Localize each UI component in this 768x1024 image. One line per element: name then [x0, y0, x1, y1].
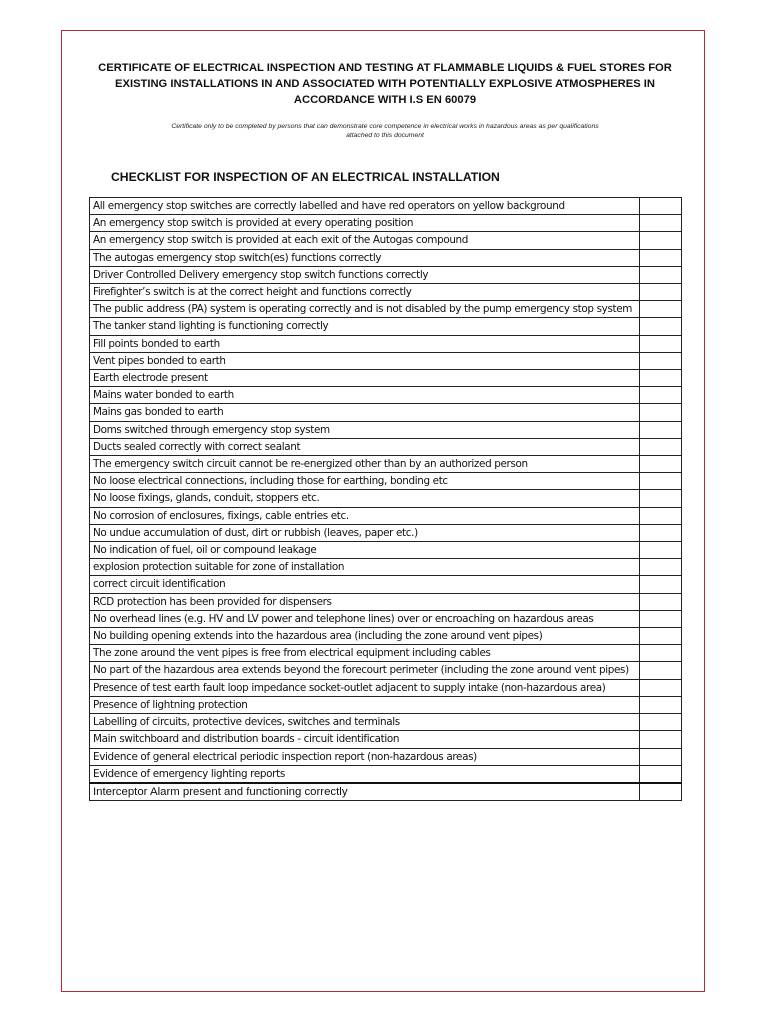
checklist-item-text: An emergency stop switch is provided at every operating position — [90, 215, 640, 232]
checklist-item-text: Vent pipes bonded to earth — [90, 352, 640, 369]
checklist-check-cell[interactable] — [640, 352, 682, 369]
checklist-check-cell[interactable] — [640, 783, 682, 801]
certificate-title — [80, 60, 690, 108]
checklist-item-text: No building opening extends into the hazardous area (including the zone around vent pipes) — [90, 628, 640, 645]
checklist-item-text: The tanker stand lighting is functioning correctly — [90, 318, 640, 335]
checklist-check-cell[interactable] — [640, 679, 682, 696]
checklist-row — [90, 765, 682, 783]
checklist-row — [90, 628, 682, 645]
title-line-3: ACCORDANCE WITH I.S EN 60079 — [293, 94, 477, 106]
checklist-row — [90, 335, 682, 352]
checklist-row — [90, 473, 682, 490]
checklist-row — [90, 696, 682, 713]
checklist-check-cell[interactable] — [640, 456, 682, 473]
checklist-item-text: No undue accumulation of dust, dirt or rubbish (leaves, paper etc.) — [90, 524, 640, 541]
checklist-row — [90, 542, 682, 559]
checklist-check-cell[interactable] — [640, 765, 682, 783]
checklist-item-text: All emergency stop switches are correctly labelled and have red operators on yellow background — [90, 198, 640, 215]
checklist-item-text: The zone around the vent pipes is free from electrical equipment including cables — [90, 645, 640, 662]
checklist-item-text: No loose electrical connections, including those for earthing, bonding etc — [90, 473, 640, 490]
checklist-check-cell[interactable] — [640, 421, 682, 438]
checklist-item-text: Interceptor Alarm present and functioning correctly — [90, 783, 640, 801]
checklist-check-cell[interactable] — [640, 662, 682, 679]
checklist-row — [90, 198, 682, 215]
checklist-check-cell[interactable] — [640, 696, 682, 713]
checklist-check-cell[interactable] — [640, 266, 682, 283]
checklist-item-text: Earth electrode present — [90, 370, 640, 387]
checklist-item-text: Evidence of general electrical periodic inspection report (non-hazardous areas) — [90, 748, 640, 765]
title-line-1: CERTIFICATE OF ELECTRICAL INSPECTION AND TESTING AT FLAMMABLE LIQUIDS & FUEL STORES FOR — [98, 62, 672, 74]
checklist-row — [90, 490, 682, 507]
checklist-body — [90, 198, 682, 801]
checklist-row — [90, 748, 682, 765]
checklist-check-cell[interactable] — [640, 559, 682, 576]
checklist-check-cell[interactable] — [640, 232, 682, 249]
checklist-row — [90, 232, 682, 249]
checklist-item-text: RCD protection has been provided for dispensers — [90, 593, 640, 610]
checklist-row — [90, 783, 682, 801]
checklist-check-cell[interactable] — [640, 301, 682, 318]
checklist-item-text: correct circuit identification — [90, 576, 640, 593]
checklist-check-cell[interactable] — [640, 714, 682, 731]
checklist-check-cell[interactable] — [640, 198, 682, 215]
checklist-item-text: Presence of test earth fault loop impedance socket-outlet adjacent to supply intake (non-hazardous area) — [90, 679, 640, 696]
checklist-item-text: The emergency switch circuit cannot be re-energized other than by an authorized person — [90, 456, 640, 473]
checklist-item-text: Fill points bonded to earth — [90, 335, 640, 352]
checklist-item-text: The autogas emergency stop switch(es) functions correctly — [90, 249, 640, 266]
checklist-check-cell[interactable] — [640, 610, 682, 627]
checklist-item-text: Evidence of emergency lighting reports — [90, 765, 640, 783]
checklist-row — [90, 387, 682, 404]
checklist-row — [90, 249, 682, 266]
checklist-item-text: Mains gas bonded to earth — [90, 404, 640, 421]
checklist-item-text: Firefighter’s switch is at the correct height and functions correctly — [90, 284, 640, 301]
checklist-check-cell[interactable] — [640, 593, 682, 610]
checklist-check-cell[interactable] — [640, 404, 682, 421]
checklist-row — [90, 301, 682, 318]
checklist-item-text: Main switchboard and distribution boards - circuit identification — [90, 731, 640, 748]
checklist-item-text: No corrosion of enclosures, fixings, cable entries etc. — [90, 507, 640, 524]
checklist-row — [90, 438, 682, 455]
checklist-check-cell[interactable] — [640, 370, 682, 387]
checklist-row — [90, 662, 682, 679]
checklist-row — [90, 456, 682, 473]
checklist-item-text: explosion protection suitable for zone of installation — [90, 559, 640, 576]
checklist-check-cell[interactable] — [640, 473, 682, 490]
checklist-row — [90, 507, 682, 524]
checklist-item-text: Mains water bonded to earth — [90, 387, 640, 404]
checklist-item-text: No overhead lines (e.g. HV and LV power and telephone lines) over or encroaching on hazardous areas — [90, 610, 640, 627]
checklist-check-cell[interactable] — [640, 284, 682, 301]
checklist-row — [90, 679, 682, 696]
checklist-row — [90, 610, 682, 627]
checklist-row — [90, 731, 682, 748]
checklist-item-text: Ducts sealed correctly with correct sealant — [90, 438, 640, 455]
checklist-item-text: Presence of lightning protection — [90, 696, 640, 713]
checklist-check-cell[interactable] — [640, 576, 682, 593]
checklist-row — [90, 421, 682, 438]
checklist-row — [90, 576, 682, 593]
checklist-check-cell[interactable] — [640, 645, 682, 662]
checklist-row — [90, 318, 682, 335]
checklist-check-cell[interactable] — [640, 335, 682, 352]
checklist-check-cell[interactable] — [640, 628, 682, 645]
checklist-item-text: The public address (PA) system is operating correctly and is not disabled by the pump emergency stop system — [90, 301, 640, 318]
checklist-check-cell[interactable] — [640, 438, 682, 455]
checklist-check-cell[interactable] — [640, 215, 682, 232]
checklist-row — [90, 352, 682, 369]
checklist-check-cell[interactable] — [640, 387, 682, 404]
checklist-item-text: No loose fixings, glands, conduit, stoppers etc. — [90, 490, 640, 507]
checklist-row — [90, 370, 682, 387]
checklist-check-cell[interactable] — [640, 318, 682, 335]
competence-note: Certificate only to be completed by persons that can demonstrate core competence in electrical works in hazardous areas as per qualifications attached to this document — [171, 123, 599, 139]
checklist-row — [90, 266, 682, 283]
checklist-check-cell[interactable] — [640, 507, 682, 524]
checklist-check-cell[interactable] — [640, 524, 682, 541]
checklist-row — [90, 524, 682, 541]
checklist-row — [90, 645, 682, 662]
title-line-2: EXISTING INSTALLATIONS IN AND ASSOCIATED WITH POTENTIALLY EXPLOSIVE ATMOSPHERES IN — [115, 78, 655, 90]
checklist-heading: CHECKLIST FOR INSPECTION OF AN ELECTRICAL INSTALLATION — [111, 170, 500, 184]
checklist-row — [90, 215, 682, 232]
checklist-row — [90, 593, 682, 610]
checklist-check-cell[interactable] — [640, 249, 682, 266]
checklist-row — [90, 284, 682, 301]
checklist-row — [90, 559, 682, 576]
checklist-row — [90, 714, 682, 731]
checklist-table — [89, 197, 682, 801]
checklist-check-cell[interactable] — [640, 542, 682, 559]
checklist-item-text: No indication of fuel, oil or compound leakage — [90, 542, 640, 559]
checklist-item-text: An emergency stop switch is provided at each exit of the Autogas compound — [90, 232, 640, 249]
checklist-item-text: No part of the hazardous area extends beyond the forecourt perimeter (including the zone around vent pipes) — [90, 662, 640, 679]
checklist-row — [90, 404, 682, 421]
checklist-item-text: Labelling of circuits, protective devices, switches and terminals — [90, 714, 640, 731]
checklist-check-cell[interactable] — [640, 490, 682, 507]
checklist-check-cell[interactable] — [640, 731, 682, 748]
checklist-check-cell[interactable] — [640, 748, 682, 765]
checklist-item-text: Driver Controlled Delivery emergency stop switch functions correctly — [90, 266, 640, 283]
checklist-item-text: Doms switched through emergency stop system — [90, 421, 640, 438]
